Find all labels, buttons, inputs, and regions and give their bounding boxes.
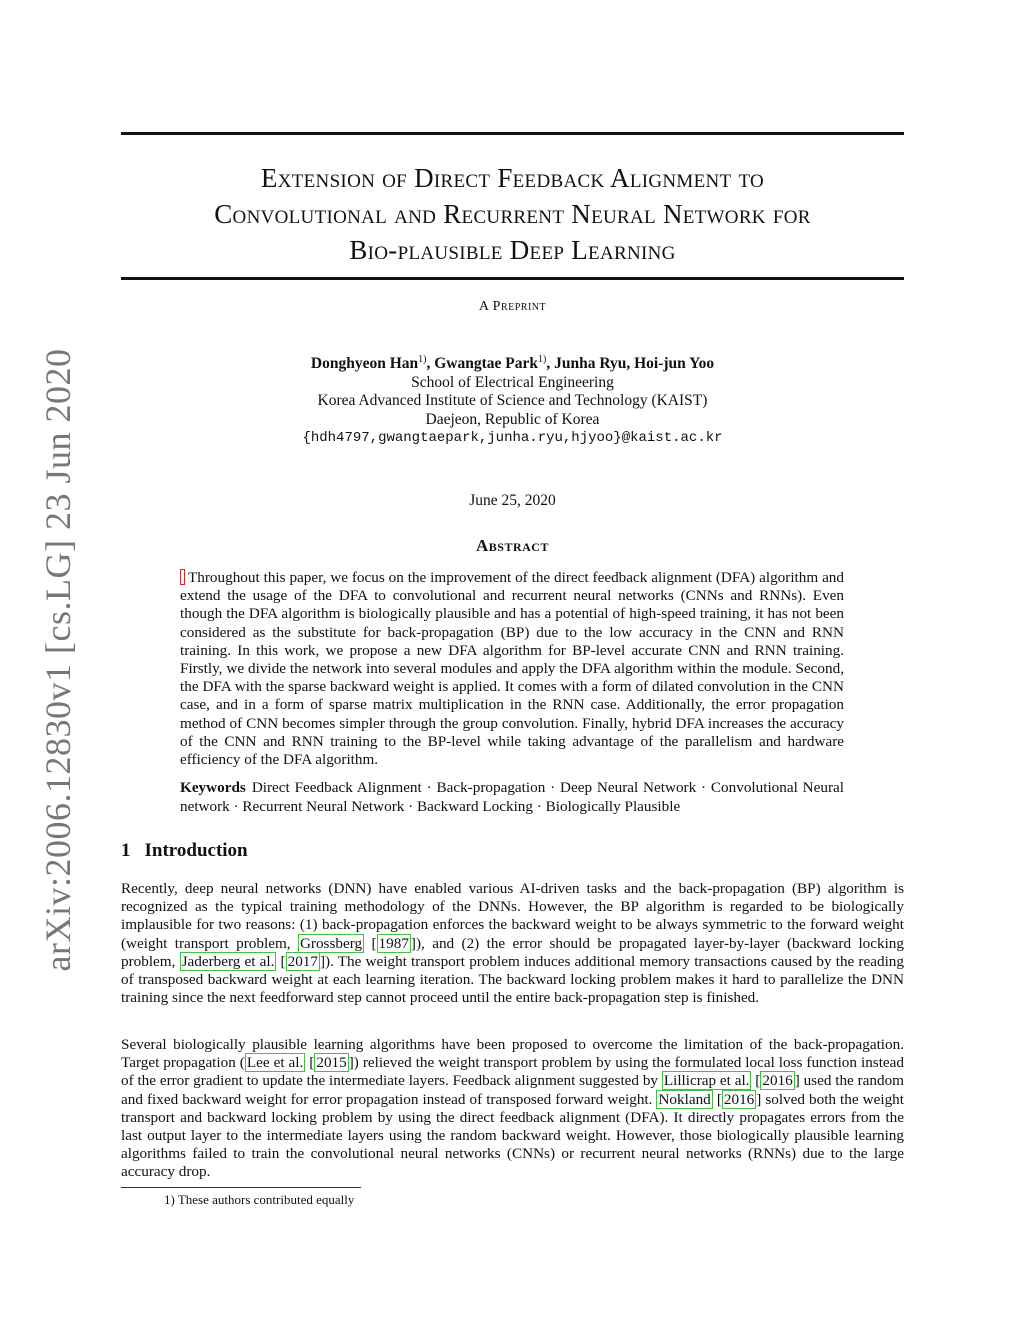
citation-link-nokland[interactable]: Nokland <box>658 1090 711 1108</box>
section-heading <box>121 840 248 862</box>
text-run: used the random and fixed backward weight for error propagation instead of transposed forward weight. <box>121 1072 904 1108</box>
citation-link-lee[interactable]: Lee et al. <box>246 1054 304 1072</box>
citation-year-link[interactable]: 2017 <box>287 952 318 970</box>
arxiv-identifier: arXiv:2006.12830v1 [cs.LG] 23 Jun 2020 <box>38 348 78 972</box>
author-block <box>121 351 904 448</box>
text-run: ). The weight transport problem induces additional memory transactions caused by the reading of transposed backward weight at each learning iteration. The backward locking problem makes it hard to parallelize the DNN training since the next feedforward step cannot proceed until the entire back-propagation step is finished. <box>121 952 904 1007</box>
author-email: {hdh4797,gwangtaepark,junha.ryu,hjyoo}@kaist.ac.kr <box>302 430 723 447</box>
paper-date: June 25, 2020 <box>469 492 556 509</box>
footnote: 1) These authors contributed equally <box>164 1192 355 1207</box>
abstract-text: Throughout this paper, we focus on the improvement of the direct feedback alignment (DFA) algorithm and extend the usage of the DFA to convolutional and recurrent neural networks (CNNs and RNNs). Even though the DFA algorithm is biologically plausible and has a potential of high-speed training, it has not been considered as the substitute for back-propagation (BP) due to the low accuracy in the CNN and RNN training. In this work, we propose a new DFA algorithm for BP-level accurate CNN and RNN training. Firstly, we divide the network into several modules and apply the DFA algorithm within the module. Second, the DFA with the sparse backward weight is applied. It comes with a form of dilated convolution in the CNN case, and in a form of sparse matrix multiplication in the RNN case. Additionally, the error propagation method of CNN becomes simpler through the group convolution. Finally, hybrid DFA increases the accuracy of the CNN and RNN training to the BP-level while taking advantage of the parallelism and hardware efficiency of the DFA algorithm. <box>180 569 844 769</box>
preprint-label: A Preprint <box>478 299 547 314</box>
keywords-label: Keywords <box>180 779 246 796</box>
citation-link-lillicrap[interactable]: Lillicrap et al. <box>663 1072 750 1090</box>
title-line-1: Extension of Direct Feedback Alignment to <box>260 163 765 193</box>
keywords-block <box>180 778 844 816</box>
section-title: Introduction <box>144 840 248 861</box>
keywords-text: Direct Feedback Alignment · Back-propagation · Deep Neural Network · Convolutional Neural network · Recurrent Neural Network · Backward Locking · Biologically Plausible <box>180 779 844 815</box>
author-institute: Korea Advanced Institute of Science and Technology (KAIST) <box>317 392 708 410</box>
author-location: Daejeon, Republic of Korea <box>425 410 600 428</box>
citation-link-grossberg[interactable]: Grossberg <box>299 934 363 952</box>
abstract-body <box>180 569 844 769</box>
title-line-2: Convolutional and Recurrent Neural Network for <box>214 199 811 229</box>
intro-paragraph-1: Recently, deep neural networks (DNN) have enabled various AI-driven tasks and the back-propagation (BP) algorithm is recognized as the typical training methodology of the DNNs. However, the BP algorithm is regarded to be biologically implausible for two reasons: (1) back-propagation enforces the backward weight to be always symmetric to the forward weight (weight transport problem, Grossberg [ 1987 ]), and (2) the error should be propagated layer-by-layer (backward locking problem, Jaderberg et al. [ 2017 ]). The weight transport problem induces additional memory transactions caused by the reading of transposed backward weight at each learning iteration. The backward locking problem makes it hard to parallelize the DNN training since the next feedforward step cannot proceed until the entire back-propagation step is finished. <box>121 880 904 1007</box>
title-line-3: Bio-plausible Deep Learning <box>349 235 676 265</box>
author-school: School of Electrical Engineering <box>411 373 614 391</box>
author-1-affiliation-mark: 1) <box>418 354 427 365</box>
text-run: Recently, deep neural networks (DNN) have enabled various AI-driven tasks and the back-propagation (BP) algorithm is recognized as the typical training methodology of the DNNs. However, the BP algorithm is regarded to be biologically implausible for two reasons: (1) back-propagation enforces the backward weight to be always symmetric to the forward weight (weight transport problem, <box>121 880 904 952</box>
abstract-heading: Abstract <box>476 536 549 555</box>
text-run: ), and (2) the error should be propagated layer-by-layer (backward locking problem, <box>121 934 904 970</box>
author-name-1: Donghyeon Han <box>310 355 419 373</box>
annotation-marker[interactable] <box>180 569 185 585</box>
text-run: Several biologically plausible learning algorithms have been proposed to overcome the limitation of the back-propagation. Target propagation ( <box>121 1036 904 1072</box>
author-names <box>121 351 904 374</box>
section-number: 1 <box>121 840 131 861</box>
citation-year-link[interactable]: 1987 <box>378 934 409 952</box>
footnote-rule <box>121 1187 361 1188</box>
text-run: solved both the weight transport and backward locking problem by using the direct feedback alignment (DFA). It directly propagates errors from the last output layer to the intermediate layers using the random backward weight. However, those biologically plausible learning algorithms failed to train the convolutional neural networks (CNNs) or recurrent neural networks (RNNs) due to the large accuracy drop. <box>121 1090 904 1181</box>
title-bottom-rule <box>121 277 904 280</box>
author-name-2: , Gwangtae Park <box>426 355 539 373</box>
text-run: ) relieved the weight transport problem by using the formulated local loss function instead of the error gradient to update the intermediate layers. Feedback alignment suggested by <box>121 1054 904 1090</box>
citation-year-link[interactable]: 2016 <box>723 1090 755 1108</box>
author-2-affiliation-mark: 1) <box>538 354 547 365</box>
paper-title <box>121 160 904 268</box>
intro-paragraph-2: Several biologically plausible learning algorithms have been proposed to overcome the limitation of the back-propagation. Target propagation ( Lee et al. [ 2015 ]) relieved the weight transport problem by using the formulated local loss function instead of the error gradient to update the intermediate layers. Feedback alignment suggested by Lillicrap et al. [ 2016 ] used the random and fixed backward weight for error propagation instead of transposed forward weight. Nokland [ 2016 ] solved both the weight transport and backward locking problem by using the direct feedback alignment (DFA). It directly propagates errors from the last output layer to the intermediate layers using the random backward weight. However, those biologically plausible learning algorithms failed to train the convolutional neural networks (CNNs) or recurrent neural networks (RNNs) due to the large accuracy drop. <box>121 1036 904 1181</box>
title-top-rule <box>121 132 904 135</box>
citation-year-link[interactable]: 2016 <box>762 1072 793 1090</box>
author-names-rest: , Junha Ryu, Hoi-jun Yoo <box>546 355 715 373</box>
citation-link-jaderberg[interactable]: Jaderberg et al. <box>181 952 275 970</box>
citation-year-link[interactable]: 2015 <box>316 1054 347 1072</box>
